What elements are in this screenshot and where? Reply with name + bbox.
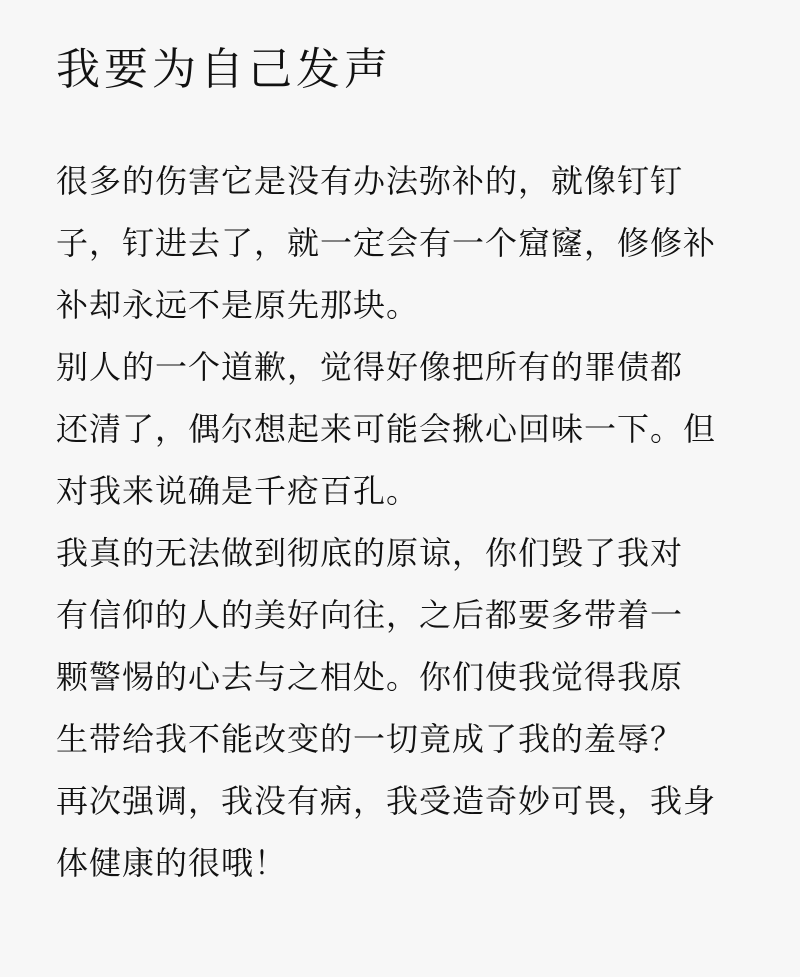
text-line: 有信仰的人的美好向往，之后都要多带着一 — [56, 596, 684, 634]
text-line: 还清了，偶尔想起来可能会揪心回味一下。但 — [56, 410, 717, 448]
text-line: 补却永远不是原先那块。 — [56, 286, 420, 324]
text-line: 很多的伤害它是没有办法弥补的，就像钉钉 — [56, 162, 684, 200]
body-text — [56, 150, 760, 894]
text-line: 体健康的很哦！ — [56, 844, 288, 882]
text-line: 再次强调，我没有病，我受造奇妙可畏，我身 — [56, 782, 717, 820]
text-line: 对我来说确是千疮百孔。 — [56, 472, 420, 510]
text-line: 颗警惕的心去与之相处。你们使我觉得我原 — [56, 658, 684, 696]
text-line: 我真的无法做到彻底的原谅，你们毁了我对 — [56, 534, 684, 572]
page-title: 我要为自己发声 — [56, 44, 392, 95]
text-line: 子，钉进去了，就一定会有一个窟窿，修修补 — [56, 224, 717, 262]
text-line: 生带给我不能改变的一切竟成了我的羞辱？ — [56, 720, 684, 758]
text-line: 别人的一个道歉，觉得好像把所有的罪债都 — [56, 348, 684, 386]
